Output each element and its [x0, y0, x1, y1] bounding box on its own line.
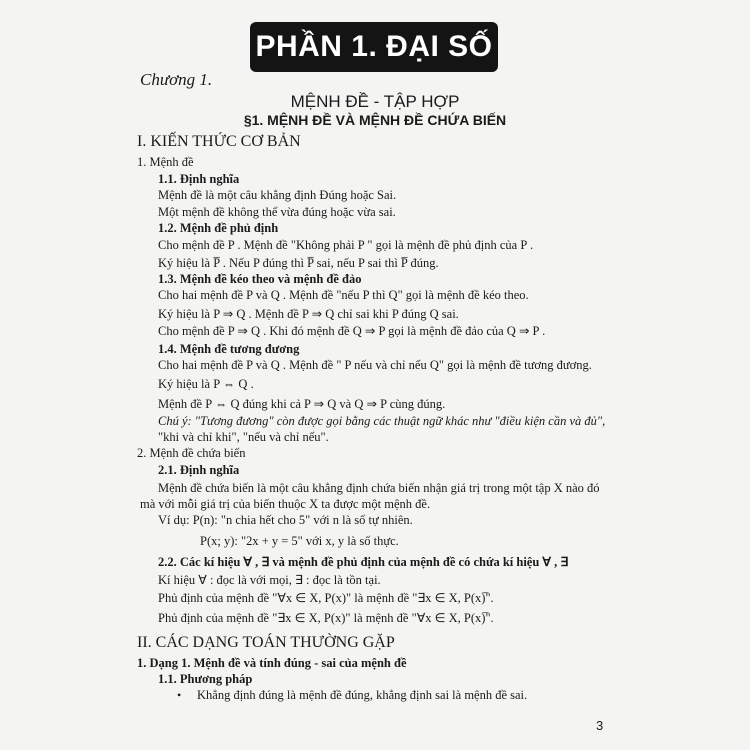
- body-text: Một mệnh đề không thể vừa đúng hoặc vừa sai.: [158, 205, 396, 219]
- chapter-subtitle: §1. MỆNH ĐỀ VÀ MỆNH ĐỀ CHỨA BIẾN: [243, 112, 507, 128]
- body-text: Mệnh đề là một câu khẳng định Đúng hoặc Sai.: [158, 188, 397, 202]
- body-text: Kí hiệu ∀ : đọc là với mọi, ∃ : đọc là tồn tại.: [158, 573, 381, 587]
- chapter-label: Chương 1.: [140, 70, 213, 89]
- subsection-heading: 1. Dạng 1. Mệnh đề và tính đúng - sai của mệnh đề: [137, 656, 407, 670]
- subsection-heading: 2.1. Định nghĩa: [158, 463, 240, 477]
- section-heading-2: II. CÁC DẠNG TOÁN THƯỜNG GẶP: [137, 634, 395, 651]
- subsection-heading: 1.1. Định nghĩa: [158, 172, 240, 186]
- page-number: 3: [596, 718, 604, 733]
- subsection-heading: 1.4. Mệnh đề tương đương: [158, 342, 300, 356]
- note-text: Chú ý: "Tương đương" còn được gọi bằng các thuật ngữ khác như "điều kiện cần và đủ",: [158, 414, 606, 428]
- body-text: Phủ định của mệnh đề "∀x ∈ X, P(x)" là mệnh đề "∃x ∈ X, P(x)̅".: [158, 591, 494, 605]
- body-text: Phủ định của mệnh đề "∃x ∈ X, P(x)" là mệnh đề "∀x ∈ X, P(x)̅".: [158, 611, 494, 625]
- bullet-icon: •: [177, 688, 182, 702]
- list-item: Khẳng định đúng là mệnh đề đúng, khẳng định sai là mệnh đề sai.: [197, 688, 528, 702]
- subsection-heading: 2.2. Các kí hiệu ∀ , ∃ và mệnh đề phủ định của mệnh đề có chứa kí hiệu ∀ , ∃: [158, 555, 569, 569]
- example-text: P(x; y): "2x + y = 5" với x, y là số thực.: [200, 534, 399, 548]
- subsection-heading: 1. Mệnh đề: [137, 155, 194, 169]
- subsection-heading: 2. Mệnh đề chứa biến: [137, 446, 246, 460]
- body-text: mà với mỗi giá trị của biến thuộc X ta được một mệnh đề.: [140, 497, 431, 511]
- chapter-title: MỆNH ĐỀ - TẬP HỢP: [290, 92, 460, 111]
- note-text: "khi và chỉ khi", "nếu và chỉ nếu".: [158, 430, 329, 444]
- body-text: Mệnh đề P ⇔ Q đúng khi cả P ⇒ Q và Q ⇒ P cùng đúng.: [158, 397, 446, 411]
- subsection-heading: 1.3. Mệnh đề kéo theo và mệnh đề đảo: [158, 272, 362, 286]
- example-text: Ví dụ: P(n): "n chia hết cho 5" với n là số tự nhiên.: [158, 513, 413, 527]
- body-text: Mệnh đề chứa biến là một câu khẳng định chứa biến nhận giá trị trong một tập X nào đó: [158, 481, 600, 495]
- body-text: Cho hai mệnh đề P và Q . Mệnh đề "nếu P thì Q" gọi là mệnh đề kéo theo.: [158, 288, 529, 302]
- body-text: Cho mệnh đề P . Mệnh đề "Không phải P " gọi là mệnh đề phủ định của P .: [158, 238, 534, 252]
- subsection-heading: 1.1. Phương pháp: [158, 672, 253, 686]
- body-text: Ký hiệu là P ⇒ Q . Mệnh đề P ⇒ Q chỉ sai khi P đúng Q sai.: [158, 307, 459, 321]
- section-heading-1: I. KIẾN THỨC CƠ BẢN: [137, 133, 301, 150]
- body-text: Cho hai mệnh đề P và Q . Mệnh đề " P nếu và chỉ nếu Q" gọi là mệnh đề tương đương.: [158, 358, 592, 372]
- subsection-heading: 1.2. Mệnh đề phủ định: [158, 221, 279, 235]
- part-banner: PHẦN 1. ĐẠI SỐ: [250, 22, 498, 72]
- body-text: Ký hiệu là P ⇔ Q .: [158, 377, 254, 391]
- body-text: Cho mệnh đề P ⇒ Q . Khi đó mệnh đề Q ⇒ P gọi là mệnh đề đảo của Q ⇒ P .: [158, 324, 546, 338]
- body-text: Ký hiệu là P̅ . Nếu P đúng thì P̅ sai, nếu P sai thì P̅ đúng.: [158, 256, 439, 270]
